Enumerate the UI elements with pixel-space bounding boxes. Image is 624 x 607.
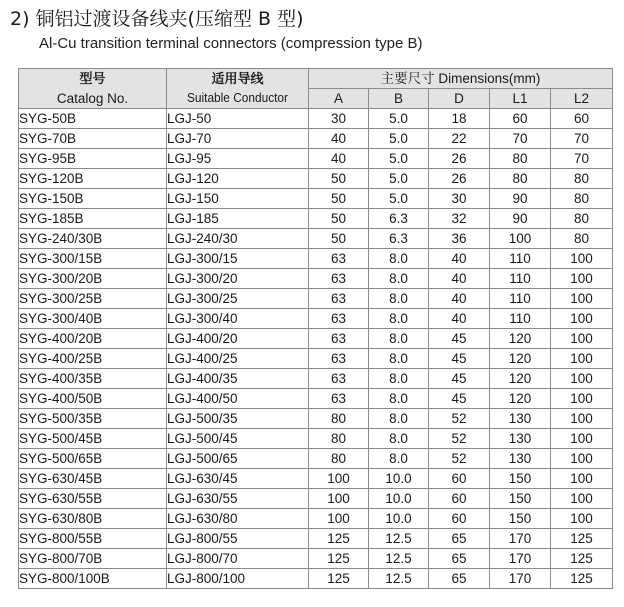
dim-a-cell: 63 (309, 309, 369, 329)
section-title-zh: 2) 铜铝过渡设备线夹(压缩型 B 型) (10, 8, 304, 30)
dim-a-cell: 63 (309, 389, 369, 409)
dim-b-cell: 6.3 (369, 229, 429, 249)
dim-l2-cell: 80 (551, 169, 613, 189)
dim-a-cell: 63 (309, 269, 369, 289)
dim-d-cell: 18 (429, 109, 490, 129)
dim-l1-cell: 80 (490, 149, 551, 169)
conductor-cell: LGJ-150 (167, 189, 309, 209)
catalog-cell: SYG-630/80B (19, 509, 167, 529)
dim-l2-cell: 80 (551, 229, 613, 249)
dim-d-cell: 60 (429, 469, 490, 489)
dim-l1-cell: 60 (490, 109, 551, 129)
dim-a-cell: 40 (309, 149, 369, 169)
dim-header-a: A (309, 89, 369, 109)
dim-d-cell: 45 (429, 349, 490, 369)
dim-a-cell: 50 (309, 169, 369, 189)
dim-l2-cell: 100 (551, 469, 613, 489)
table-row (19, 489, 613, 509)
dim-a-cell: 80 (309, 449, 369, 469)
dim-b-cell: 12.5 (369, 529, 429, 549)
dim-l2-cell: 100 (551, 389, 613, 409)
dim-b-cell: 8.0 (369, 249, 429, 269)
dim-a-cell: 63 (309, 289, 369, 309)
dim-l2-cell: 80 (551, 189, 613, 209)
dim-l2-cell: 70 (551, 149, 613, 169)
dim-l2-cell: 100 (551, 509, 613, 529)
table-row (19, 329, 613, 349)
dim-b-cell: 8.0 (369, 429, 429, 449)
table-row (19, 109, 613, 129)
dim-l2-cell: 60 (551, 109, 613, 129)
dim-l2-cell: 80 (551, 209, 613, 229)
dim-d-cell: 52 (429, 409, 490, 429)
table-row (19, 349, 613, 369)
conductor-cell: LGJ-800/100 (167, 569, 309, 589)
dim-a-cell: 80 (309, 429, 369, 449)
table-row (19, 149, 613, 169)
conductor-cell: LGJ-630/55 (167, 489, 309, 509)
dim-b-cell: 6.3 (369, 209, 429, 229)
conductor-header-en: Suitable Conductor (186, 90, 288, 105)
dim-header-l2: L2 (551, 89, 613, 109)
dim-d-cell: 32 (429, 209, 490, 229)
dim-l1-cell: 110 (490, 309, 551, 329)
dim-header-b: B (369, 89, 429, 109)
dim-d-cell: 26 (429, 149, 490, 169)
catalog-cell: SYG-300/40B (19, 309, 167, 329)
catalog-cell: SYG-500/45B (19, 429, 167, 449)
dim-b-cell: 8.0 (369, 349, 429, 369)
dim-b-cell: 8.0 (369, 269, 429, 289)
dim-b-cell: 8.0 (369, 449, 429, 469)
catalog-cell: SYG-185B (19, 209, 167, 229)
dim-l2-cell: 125 (551, 529, 613, 549)
dim-d-cell: 22 (429, 129, 490, 149)
dim-d-cell: 40 (429, 309, 490, 329)
dim-a-cell: 125 (309, 549, 369, 569)
dim-b-cell: 5.0 (369, 189, 429, 209)
table-row (19, 549, 613, 569)
dim-l1-cell: 120 (490, 349, 551, 369)
conductor-cell: LGJ-400/25 (167, 349, 309, 369)
conductor-cell: LGJ-240/30 (167, 229, 309, 249)
table-row (19, 249, 613, 269)
dim-a-cell: 50 (309, 209, 369, 229)
dim-d-cell: 40 (429, 289, 490, 309)
conductor-cell: LGJ-800/70 (167, 549, 309, 569)
dim-l1-cell: 110 (490, 269, 551, 289)
dim-d-cell: 65 (429, 569, 490, 589)
dim-b-cell: 8.0 (369, 389, 429, 409)
dim-a-cell: 63 (309, 249, 369, 269)
dim-l1-cell: 130 (490, 449, 551, 469)
dim-l2-cell: 70 (551, 129, 613, 149)
catalog-cell: SYG-800/55B (19, 529, 167, 549)
catalog-cell: SYG-400/25B (19, 349, 167, 369)
catalog-cell: SYG-120B (19, 169, 167, 189)
dim-l2-cell: 100 (551, 409, 613, 429)
dim-d-cell: 52 (429, 449, 490, 469)
conductor-cell: LGJ-400/50 (167, 389, 309, 409)
dim-b-cell: 8.0 (369, 369, 429, 389)
catalog-cell: SYG-630/45B (19, 469, 167, 489)
conductor-cell: LGJ-400/35 (167, 369, 309, 389)
dim-b-cell: 10.0 (369, 489, 429, 509)
catalog-cell: SYG-300/25B (19, 289, 167, 309)
dim-l1-cell: 150 (490, 489, 551, 509)
table-row (19, 569, 613, 589)
dim-l1-cell: 80 (490, 169, 551, 189)
dim-d-cell: 60 (429, 509, 490, 529)
dim-l2-cell: 100 (551, 349, 613, 369)
conductor-cell: LGJ-300/25 (167, 289, 309, 309)
table-row (19, 269, 613, 289)
dim-a-cell: 63 (309, 369, 369, 389)
dim-a-cell: 63 (309, 349, 369, 369)
dim-l1-cell: 170 (490, 529, 551, 549)
dim-b-cell: 5.0 (369, 129, 429, 149)
dim-d-cell: 30 (429, 189, 490, 209)
table-row (19, 289, 613, 309)
dim-a-cell: 40 (309, 129, 369, 149)
dim-b-cell: 10.0 (369, 469, 429, 489)
dim-l1-cell: 90 (490, 189, 551, 209)
catalog-cell: SYG-500/65B (19, 449, 167, 469)
dim-a-cell: 100 (309, 509, 369, 529)
dim-d-cell: 52 (429, 429, 490, 449)
table-row (19, 309, 613, 329)
conductor-cell: LGJ-500/45 (167, 429, 309, 449)
conductor-cell: LGJ-800/55 (167, 529, 309, 549)
table-body (19, 109, 613, 589)
dim-l2-cell: 100 (551, 329, 613, 349)
dim-b-cell: 12.5 (369, 549, 429, 569)
dim-l2-cell: 100 (551, 429, 613, 449)
section-title-en: Al-Cu transition terminal connectors (compression type B) (39, 35, 423, 52)
conductor-cell: LGJ-630/80 (167, 509, 309, 529)
catalog-cell: SYG-95B (19, 149, 167, 169)
dim-l1-cell: 130 (490, 409, 551, 429)
conductor-cell: LGJ-50 (167, 109, 309, 129)
dim-l2-cell: 100 (551, 249, 613, 269)
dim-l1-cell: 150 (490, 509, 551, 529)
dim-d-cell: 40 (429, 269, 490, 289)
catalog-cell: SYG-300/15B (19, 249, 167, 269)
conductor-header (167, 69, 309, 109)
table-row (19, 389, 613, 409)
dim-l1-cell: 120 (490, 389, 551, 409)
dim-b-cell: 8.0 (369, 309, 429, 329)
catalog-cell: SYG-150B (19, 189, 167, 209)
dim-d-cell: 26 (429, 169, 490, 189)
catalog-cell: SYG-300/20B (19, 269, 167, 289)
dim-b-cell: 8.0 (369, 329, 429, 349)
dim-l2-cell: 100 (551, 489, 613, 509)
dim-l2-cell: 100 (551, 289, 613, 309)
dim-d-cell: 65 (429, 549, 490, 569)
table-row (19, 469, 613, 489)
connector-spec-table (18, 68, 613, 589)
catalog-cell: SYG-400/50B (19, 389, 167, 409)
conductor-cell: LGJ-500/35 (167, 409, 309, 429)
dim-l1-cell: 120 (490, 329, 551, 349)
conductor-cell: LGJ-400/20 (167, 329, 309, 349)
dim-d-cell: 45 (429, 329, 490, 349)
dim-l2-cell: 100 (551, 369, 613, 389)
table-row (19, 449, 613, 469)
dim-d-cell: 45 (429, 369, 490, 389)
dim-l1-cell: 150 (490, 469, 551, 489)
dim-a-cell: 30 (309, 109, 369, 129)
dim-b-cell: 8.0 (369, 289, 429, 309)
dim-a-cell: 80 (309, 409, 369, 429)
dimensions-header: 主要尺寸 Dimensions(mm) (309, 69, 613, 89)
dim-a-cell: 125 (309, 529, 369, 549)
dim-l1-cell: 110 (490, 249, 551, 269)
dim-b-cell: 8.0 (369, 409, 429, 429)
catalog-header (19, 69, 167, 109)
conductor-cell: LGJ-70 (167, 129, 309, 149)
dim-d-cell: 40 (429, 249, 490, 269)
table-header (19, 69, 613, 109)
dim-l1-cell: 170 (490, 569, 551, 589)
dim-l2-cell: 100 (551, 269, 613, 289)
dim-l1-cell: 110 (490, 289, 551, 309)
catalog-cell: SYG-70B (19, 129, 167, 149)
table-row (19, 169, 613, 189)
dim-d-cell: 65 (429, 529, 490, 549)
catalog-header-en: Catalog No. (56, 90, 129, 106)
dim-b-cell: 10.0 (369, 509, 429, 529)
dim-l1-cell: 70 (490, 129, 551, 149)
dim-b-cell: 5.0 (369, 149, 429, 169)
table-row (19, 529, 613, 549)
table-row (19, 229, 613, 249)
table-row (19, 509, 613, 529)
dim-l2-cell: 100 (551, 449, 613, 469)
catalog-cell: SYG-500/35B (19, 409, 167, 429)
dim-l2-cell: 100 (551, 309, 613, 329)
conductor-cell: LGJ-300/15 (167, 249, 309, 269)
table-row (19, 429, 613, 449)
dim-a-cell: 100 (309, 489, 369, 509)
dim-b-cell: 5.0 (369, 109, 429, 129)
dim-l1-cell: 90 (490, 209, 551, 229)
dim-d-cell: 60 (429, 489, 490, 509)
catalog-cell: SYG-400/35B (19, 369, 167, 389)
conductor-cell: LGJ-120 (167, 169, 309, 189)
catalog-cell: SYG-630/55B (19, 489, 167, 509)
dim-a-cell: 125 (309, 569, 369, 589)
dim-d-cell: 36 (429, 229, 490, 249)
catalog-cell: SYG-800/100B (19, 569, 167, 589)
dim-l2-cell: 125 (551, 569, 613, 589)
dim-l1-cell: 120 (490, 369, 551, 389)
conductor-cell: LGJ-500/65 (167, 449, 309, 469)
dim-l1-cell: 170 (490, 549, 551, 569)
dim-b-cell: 5.0 (369, 169, 429, 189)
catalog-cell: SYG-400/20B (19, 329, 167, 349)
dim-l1-cell: 130 (490, 429, 551, 449)
dim-b-cell: 12.5 (369, 569, 429, 589)
catalog-cell: SYG-240/30B (19, 229, 167, 249)
dim-a-cell: 63 (309, 329, 369, 349)
catalog-cell: SYG-50B (19, 109, 167, 129)
conductor-cell: LGJ-300/20 (167, 269, 309, 289)
dim-header-l1: L1 (490, 89, 551, 109)
table-row (19, 369, 613, 389)
table-row (19, 189, 613, 209)
dim-l2-cell: 125 (551, 549, 613, 569)
dim-header-d: D (429, 89, 490, 109)
table-row (19, 209, 613, 229)
catalog-cell: SYG-800/70B (19, 549, 167, 569)
conductor-cell: LGJ-185 (167, 209, 309, 229)
conductor-cell: LGJ-300/40 (167, 309, 309, 329)
conductor-cell: LGJ-95 (167, 149, 309, 169)
conductor-header-zh: 适用导线 (211, 71, 264, 87)
table-row (19, 409, 613, 429)
dim-d-cell: 45 (429, 389, 490, 409)
dim-a-cell: 100 (309, 469, 369, 489)
table-row (19, 129, 613, 149)
dim-a-cell: 50 (309, 189, 369, 209)
catalog-header-zh: 型号 (79, 71, 106, 87)
dim-a-cell: 50 (309, 229, 369, 249)
conductor-cell: LGJ-630/45 (167, 469, 309, 489)
dim-l1-cell: 100 (490, 229, 551, 249)
